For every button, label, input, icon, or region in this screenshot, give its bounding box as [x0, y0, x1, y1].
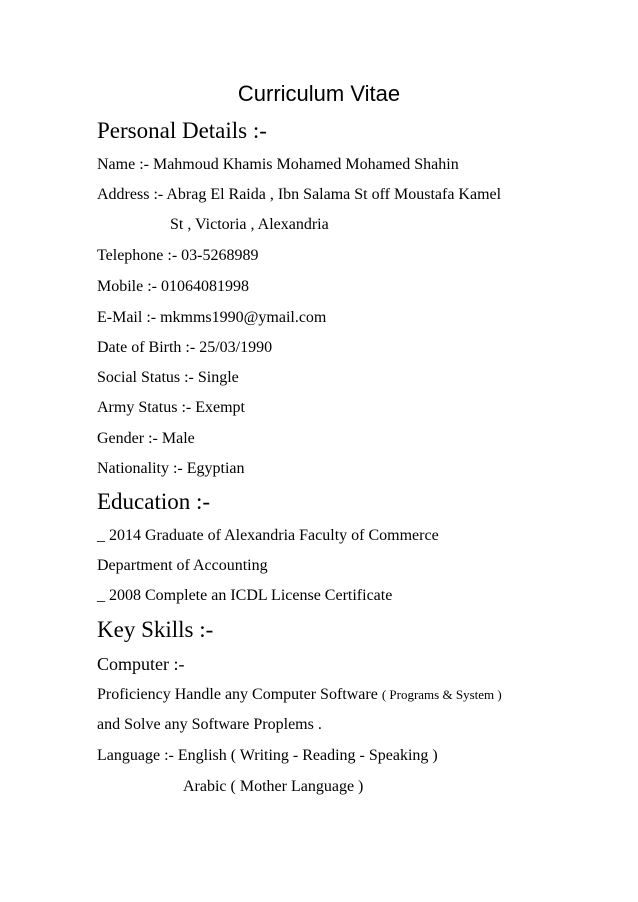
- computer-heading: Computer :-: [97, 654, 185, 674]
- page-title: Curriculum Vitae: [237, 81, 401, 106]
- education-line-1: _ 2014 Graduate of Alexandria Faculty of Commerce: [97, 527, 439, 544]
- key-skills-heading: Key Skills :-: [97, 617, 214, 642]
- email-line: E-Mail :- mkmms1990@ymail.com: [97, 309, 327, 326]
- gender-line: Gender :- Male: [97, 430, 195, 447]
- nationality-line: Nationality :- Egyptian: [97, 460, 245, 477]
- language-line-1: Language :- English ( Writing - Reading - Speaking ): [97, 747, 438, 764]
- army-status-line: Army Status :- Exempt: [97, 399, 245, 416]
- education-heading: Education :-: [97, 489, 211, 514]
- computer-line-2: and Solve any Software Proplems .: [97, 716, 322, 733]
- computer-line-1: [97, 684, 502, 706]
- mobile-line: Mobile :- 01064081998: [97, 278, 249, 295]
- personal-details-heading: Personal Details :-: [97, 118, 267, 143]
- education-line-2: Department of Accounting: [97, 557, 268, 574]
- dob-line: Date of Birth :- 25/03/1990: [97, 339, 273, 356]
- social-status-line: Social Status :- Single: [97, 369, 239, 386]
- education-line-3: _ 2008 Complete an ICDL License Certificate: [97, 587, 393, 604]
- computer-line-1-note: ( Programs & System ): [381, 687, 502, 702]
- language-line-2: Arabic ( Mother Language ): [183, 778, 364, 795]
- address-line-1: Address :- Abrag El Raida , Ibn Salama St off Moustafa Kamel: [97, 186, 502, 203]
- name-line: Name :- Mahmoud Khamis Mohamed Mohamed Shahin: [97, 156, 459, 173]
- telephone-line: Telephone :- 03-5268989: [97, 247, 259, 264]
- computer-line-1-main: Proficiency Handle any Computer Software: [97, 686, 382, 703]
- address-line-2: St , Victoria , Alexandria: [170, 216, 329, 233]
